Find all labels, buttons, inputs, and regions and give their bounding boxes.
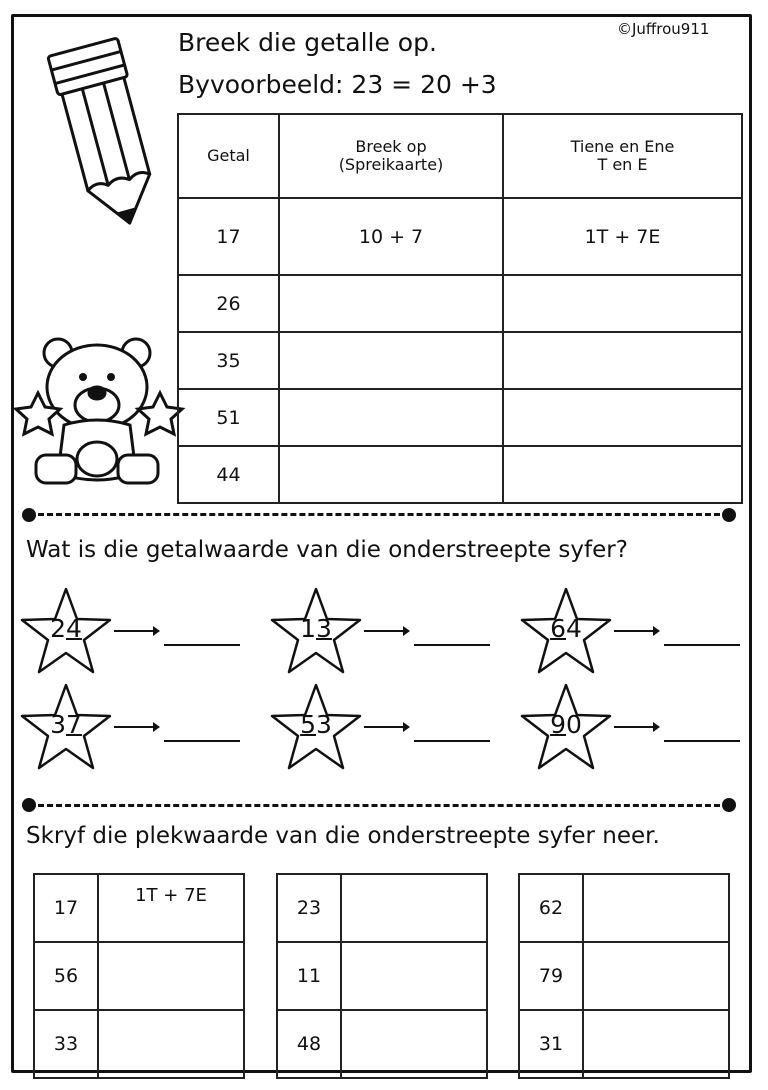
cell-number: 23 (277, 874, 341, 942)
table-row (178, 446, 742, 503)
answer-blank[interactable] (664, 644, 740, 646)
cell-answer[interactable] (583, 874, 729, 942)
cell-expanded[interactable] (279, 275, 503, 332)
example-text: Byvoorbeeld: 23 = 20 +3 (178, 70, 497, 99)
divider-dot (22, 508, 36, 522)
ones-digit: 3 (316, 614, 332, 643)
star-number (542, 710, 590, 739)
star-number (42, 710, 90, 739)
header-breek-op: Breek op (Spreikaarte) (279, 114, 503, 198)
divider-dot (22, 798, 36, 812)
ones-digit: 4 (566, 614, 582, 643)
star-exercise (18, 682, 258, 772)
place-value-table-2 (276, 873, 488, 1079)
table-row (34, 1010, 244, 1078)
answer-blank[interactable] (164, 740, 240, 742)
section-divider (29, 804, 729, 807)
table-row (178, 198, 742, 275)
cell-number: 62 (519, 874, 583, 942)
star-number (292, 710, 340, 739)
cell-tens-ones[interactable] (503, 332, 742, 389)
section3-question: Skryf die plekwaarde van die onderstreepte syfer neer. (26, 823, 660, 849)
ones-digit: 4 (66, 614, 82, 643)
arrow-right-icon (614, 726, 658, 728)
section-divider (29, 513, 729, 516)
table-row (34, 942, 244, 1010)
cell-answer[interactable] (583, 942, 729, 1010)
table-row (519, 874, 729, 942)
answer-blank[interactable] (664, 740, 740, 742)
table-row (519, 942, 729, 1010)
arrow-right-icon (614, 630, 658, 632)
divider-dot (722, 508, 736, 522)
cell-answer[interactable]: 1T + 7E (98, 874, 244, 942)
tens-digit: 5 (300, 710, 316, 739)
table-row (277, 942, 487, 1010)
ones-digit: 0 (566, 710, 582, 739)
cell-answer[interactable] (583, 1010, 729, 1078)
arrow-right-icon (114, 726, 158, 728)
cell-expanded[interactable] (279, 389, 503, 446)
cell-tens-ones[interactable] (503, 275, 742, 332)
star-number (292, 614, 340, 643)
section2-question: Wat is die getalwaarde van die onderstreepte syfer? (26, 537, 628, 563)
cell-number: 11 (277, 942, 341, 1010)
cell-number: 26 (178, 275, 279, 332)
header-getal: Getal (178, 114, 279, 198)
divider-dot (722, 798, 736, 812)
table-row (178, 275, 742, 332)
star-exercise (268, 586, 508, 676)
cell-number: 33 (34, 1010, 98, 1078)
credit-text: ©Juffrou911 (617, 20, 710, 38)
cell-expanded[interactable] (279, 332, 503, 389)
cell-number: 17 (178, 198, 279, 275)
tens-digit: 1 (300, 614, 316, 643)
cell-answer[interactable] (341, 1010, 487, 1078)
cell-number: 31 (519, 1010, 583, 1078)
answer-blank[interactable] (164, 644, 240, 646)
table-row (277, 1010, 487, 1078)
cell-tens-ones[interactable] (503, 389, 742, 446)
cell-number: 44 (178, 446, 279, 503)
arrow-right-icon (364, 726, 408, 728)
tens-digit: 2 (50, 614, 66, 643)
ones-digit: 3 (316, 710, 332, 739)
star-exercise (268, 682, 508, 772)
cell-expanded[interactable]: 10 + 7 (279, 198, 503, 275)
table-row (34, 874, 244, 942)
cell-answer[interactable] (341, 874, 487, 942)
arrow-right-icon (364, 630, 408, 632)
star-exercise (518, 682, 758, 772)
tens-digit: 6 (550, 614, 566, 643)
table-header-row (178, 114, 742, 198)
star-number (542, 614, 590, 643)
cell-number: 56 (34, 942, 98, 1010)
arrow-right-icon (114, 630, 158, 632)
star-number (42, 614, 90, 643)
answer-blank[interactable] (414, 644, 490, 646)
cell-tens-ones[interactable] (503, 446, 742, 503)
table-row (519, 1010, 729, 1078)
place-value-table-1 (33, 873, 245, 1079)
cell-number: 17 (34, 874, 98, 942)
answer-blank[interactable] (414, 740, 490, 742)
cell-tens-ones[interactable]: 1T + 7E (503, 198, 742, 275)
cell-number: 48 (277, 1010, 341, 1078)
pencil-illustration (38, 28, 163, 238)
place-value-table-3 (518, 873, 730, 1079)
cell-answer[interactable] (98, 1010, 244, 1078)
cell-number: 51 (178, 389, 279, 446)
cell-expanded[interactable] (279, 446, 503, 503)
bear-illustration (14, 325, 186, 497)
ones-digit: 7 (66, 710, 82, 739)
cell-answer[interactable] (341, 942, 487, 1010)
tens-digit: 3 (50, 710, 66, 739)
cell-answer[interactable] (98, 942, 244, 1010)
table-row (178, 332, 742, 389)
star-exercise (518, 586, 758, 676)
header-tiene-ene: Tiene en Ene T en E (503, 114, 742, 198)
tens-digit: 9 (550, 710, 566, 739)
cell-number: 79 (519, 942, 583, 1010)
table-row (277, 874, 487, 942)
cell-number: 35 (178, 332, 279, 389)
table-row (178, 389, 742, 446)
page-title: Breek die getalle op. (178, 28, 437, 57)
breakdown-table (177, 113, 743, 504)
star-exercise (18, 586, 258, 676)
